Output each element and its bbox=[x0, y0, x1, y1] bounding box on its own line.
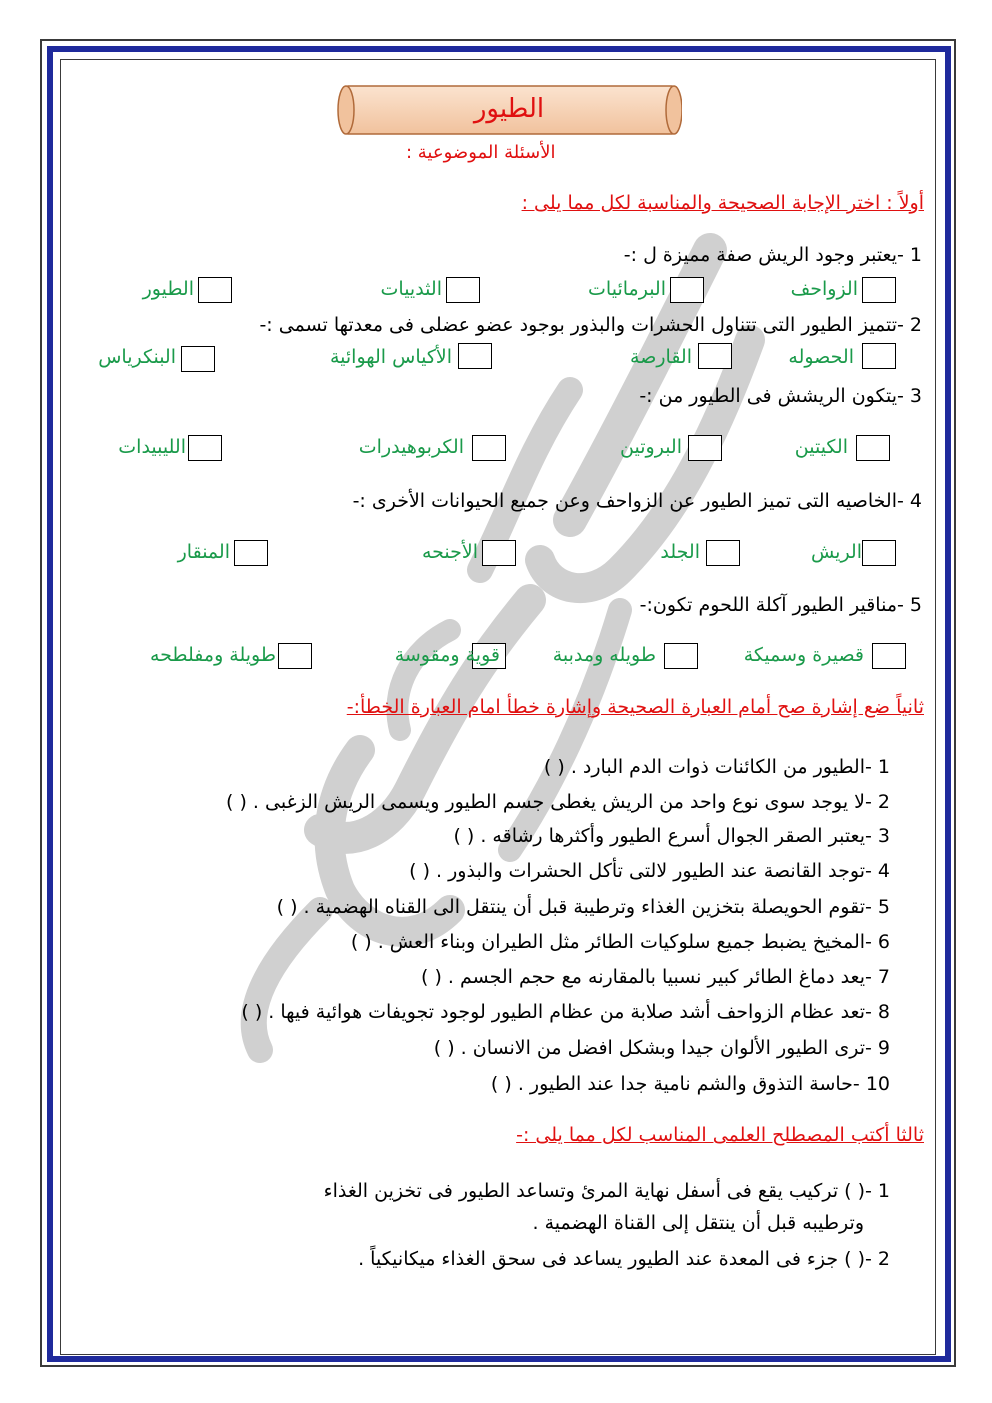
option-label: الأجنحه bbox=[421, 541, 478, 563]
option-label: قوية ومقوسة bbox=[394, 644, 500, 666]
statement-7: 7 -يعد دماغ الطائر كبير نسبيا بالمقارنه مع حجم الجسم . ( ) bbox=[421, 966, 890, 988]
option-checkbox[interactable] bbox=[862, 343, 896, 369]
option-checkbox[interactable] bbox=[698, 343, 732, 369]
option-checkbox[interactable] bbox=[862, 277, 896, 303]
statement-2: 2 -لا يوجد سوى نوع واحد من الريش يغطى جسم الطيور ويسمى الريش الزغبى . ( ) bbox=[226, 791, 890, 813]
option-label: الكربوهيدرات bbox=[358, 436, 464, 458]
option-label: الجلد bbox=[660, 541, 700, 563]
title-banner bbox=[336, 82, 682, 138]
option-checkbox[interactable] bbox=[472, 435, 506, 461]
question-1: 1 -يعتبر وجود الريش صفة مميزة ل :- bbox=[623, 244, 922, 266]
section3-heading: ثالثا أكتب المصطلح العلمى المناسب لكل مما يلى :- bbox=[516, 1124, 924, 1146]
question-3: 3 -يتكون الريشش فى الطيور من :- bbox=[639, 385, 922, 407]
option-label: البنكرياس bbox=[98, 346, 176, 368]
option-checkbox[interactable] bbox=[856, 435, 890, 461]
term-item-1-cont: وترطيبه قبل أن ينتقل إلى القناة الهضمية . bbox=[532, 1212, 864, 1234]
option-label: البروتين bbox=[620, 436, 682, 458]
statement-1: 1 -الطيور من الكائنات ذوات الدم البارد . ( ) bbox=[543, 756, 890, 778]
option-checkbox[interactable] bbox=[664, 643, 698, 669]
option-label: الطيور bbox=[142, 278, 194, 300]
option-checkbox[interactable] bbox=[862, 540, 896, 566]
option-label: الحصوله bbox=[788, 346, 854, 368]
option-checkbox[interactable] bbox=[198, 277, 232, 303]
option-checkbox[interactable] bbox=[872, 643, 906, 669]
question-5: 5 -مناقير الطيور آكلة اللحوم تكون:- bbox=[639, 594, 922, 616]
option-label: الثدييات bbox=[380, 278, 442, 300]
section1-heading: أولاً : اختر الإجابة الصحيحة والمناسبة لكل مما يلى : bbox=[521, 192, 924, 214]
statement-4: 4 -توجد القانصة عند الطيور لالتى تأكل الحشرات والبذور . ( ) bbox=[409, 860, 890, 882]
option-checkbox[interactable] bbox=[670, 277, 704, 303]
option-label: الأكياس الهوائية bbox=[329, 346, 452, 368]
question-2: 2 -تتميز الطيور التى تتناول الحشرات والبذور بوجود عضو عضلى فى معدتها تسمى :- bbox=[259, 314, 922, 336]
page-title: الطيور bbox=[473, 94, 545, 124]
statement-9: 9 -ترى الطيور الألوان جيدا وبشكل افضل من الانسان . ( ) bbox=[433, 1037, 890, 1059]
statement-6: 6 -المخيخ يضبط جميع سلوكيات الطائر مثل الطيران وبناء العش . ( ) bbox=[350, 931, 890, 953]
term-item-2: 2 -( ) جزء فى المعدة عند الطيور يساعد فى سحق الغذاء ميكانيكياً . bbox=[358, 1248, 890, 1270]
option-checkbox[interactable] bbox=[234, 540, 268, 566]
option-checkbox[interactable] bbox=[446, 277, 480, 303]
option-label: قصيرة وسميكة bbox=[743, 644, 864, 666]
term-item-1: 1 -( ) تركيب يقع فى أسفل نهاية المرئ وتساعد الطيور فى تخزين الغذاء bbox=[323, 1180, 890, 1202]
option-checkbox[interactable] bbox=[181, 346, 215, 372]
option-label: طويله ومدببة bbox=[552, 644, 656, 666]
option-checkbox[interactable] bbox=[688, 435, 722, 461]
option-checkbox[interactable] bbox=[458, 343, 492, 369]
option-checkbox[interactable] bbox=[482, 540, 516, 566]
option-label: طويلة ومفلطحه bbox=[149, 644, 276, 666]
option-label: الكيتين bbox=[794, 436, 848, 458]
option-checkbox[interactable] bbox=[706, 540, 740, 566]
statement-5: 5 -تقوم الحويصلة بتخزين الغذاء وترطيبة قبل أن ينتقل الى القناه الهضمية . ( ) bbox=[276, 896, 890, 918]
section2-heading: ثانياً ضع إشارة صح أمام العبارة الصحيحة وإشارة خطأ امام العبارة الخطأ:- bbox=[346, 696, 924, 718]
statement-3: 3 -يعتبر الصقر الجوال أسرع الطيور وأكثرها رشاقه . ( ) bbox=[453, 825, 890, 847]
page-subtitle: الأسئلة الموضوعية : bbox=[406, 142, 556, 163]
option-label: الليبيدات bbox=[118, 436, 186, 458]
option-checkbox[interactable] bbox=[188, 435, 222, 461]
option-label: الريش bbox=[810, 541, 862, 563]
option-label: الزواحف bbox=[790, 278, 858, 300]
statement-8: 8 -تعد عظام الزواحف أشد صلابة من عظام الطيور لوجود تجويفات هوائية فيها . ( ) bbox=[241, 1001, 890, 1023]
option-label: البرمائيات bbox=[588, 278, 666, 300]
option-checkbox[interactable] bbox=[278, 643, 312, 669]
statement-10: 10 -حاسة التذوق والشم نامية جدا عند الطيور . ( ) bbox=[490, 1073, 890, 1095]
option-label: المنقار bbox=[177, 541, 230, 563]
option-label: القارصة bbox=[630, 346, 692, 368]
question-4: 4 -الخاصيه التى تميز الطيور عن الزواحف وعن جميع الحيوانات الأخرى :- bbox=[352, 490, 922, 512]
